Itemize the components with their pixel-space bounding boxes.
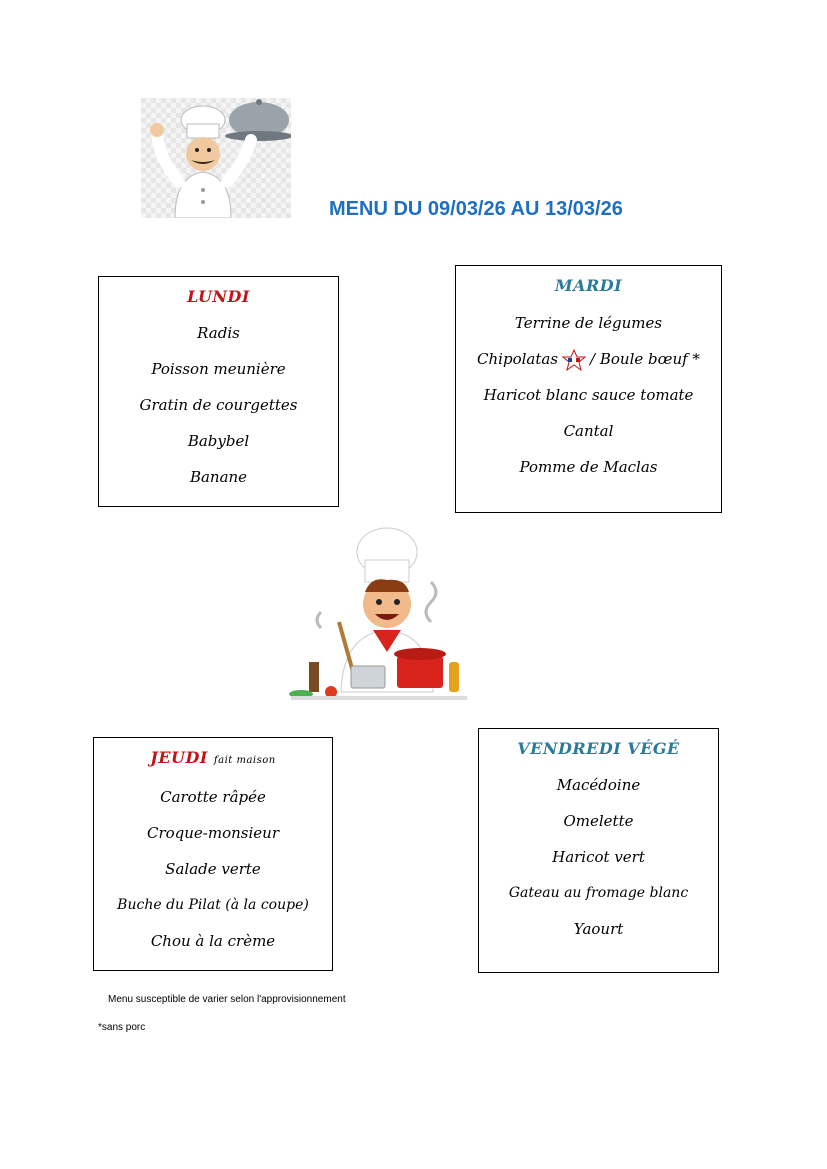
vendredi-item: Gateau au fromage blanc [508,885,689,901]
jeudi-item: Buche du Pilat (à la coupe) [117,897,309,913]
lundi-item: Banane [189,468,248,486]
lundi-item: Gratin de courgettes [139,396,298,414]
lundi-item: Poisson meunière [151,360,286,378]
mardi-day-label: MARDI [554,276,623,295]
mardi-item: Haricot blanc sauce tomate [483,386,694,404]
chef-cooking-illustration [281,522,477,708]
menu-title: MENU DU 09/03/26 AU 13/03/26 [329,198,623,220]
jeudi-item: Salade verte [165,860,261,878]
jeudi-day: JEUDI [150,748,208,767]
supply-disclaimer: Menu susceptible de varier selon l'approvisionnement [108,994,346,1005]
mardi-item: Cantal [563,422,614,440]
mardi-item: Pomme de Maclas [519,458,658,476]
jeudi-fait-maison-note: fait maison [213,755,276,766]
vendredi-item: Macédoine [556,776,641,794]
mardi-menu-box [455,265,722,513]
mardi-item-chipolatas [456,349,721,371]
pork-free-footnote: *sans porc [98,1022,146,1033]
jeudi-day-label [94,748,332,771]
vendredi-day-label: VENDREDI VÉGÉ [517,739,680,758]
lundi-item: Babybel [187,432,250,450]
mardi-item-chipolatas-label: Chipolatas [477,350,559,368]
french-pork-label-icon [562,349,586,371]
lundi-menu-box [98,276,339,507]
jeudi-menu-box [93,737,333,971]
vendredi-item: Omelette [563,812,634,830]
jeudi-item: Carotte râpée [160,788,266,806]
mardi-item-boule-boeuf: / Boule bœuf * [590,350,700,368]
vendredi-menu-box [478,728,719,973]
lundi-day-label: LUNDI [187,287,250,306]
chef-with-cloche-illustration [141,98,291,218]
jeudi-item: Chou à la crème [150,932,276,950]
vendredi-item: Haricot vert [552,848,645,866]
jeudi-item: Croque-monsieur [146,824,279,842]
lundi-item: Radis [197,324,240,342]
vendredi-item: Yaourt [573,920,624,938]
mardi-item: Terrine de légumes [514,314,663,332]
